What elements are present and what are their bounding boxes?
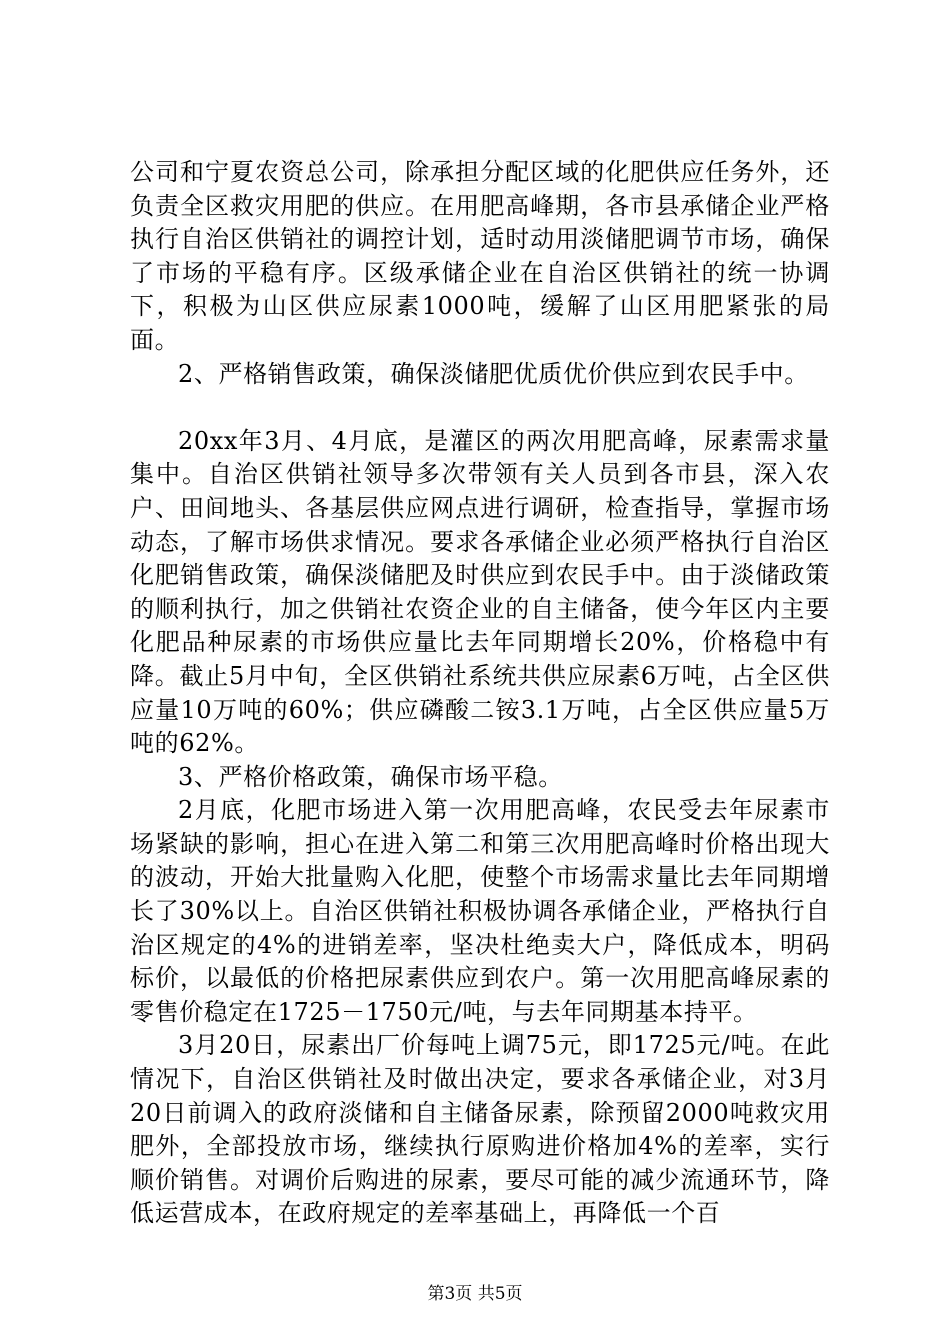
paragraph-price-policy-february: 2月底，化肥市场进入第一次用肥高峰，农民受去年尿素市场紧缺的影响，担心在进入第二和第三次用肥高峰时价格出现大的波动，开始大批量购入化肥，使整个市场需求量比去年同期增长了30%以上。自治区供销社积极协调各承储企业，严格执行自治区规定的4%的进销差率，坚决杜绝卖大户，降低成本，明码标价，以最低的价格把尿素供应到农户。第一次用肥高峰尿素的零售价稳定在1725－1750元/吨，与去年同期基本持平。 [130,796,830,1026]
paragraph-continuation: 公司和宁夏农资总公司，除承担分配区域的化肥供应任务外，还负责全区救灾用肥的供应。在用肥高峰期，各市县承储企业严格执行自治区供销社的调控计划，适时动用淡储肥调节市场，确保了市场的平稳有序。区级承储企业在自治区供销社的统一协调下，积极为山区供应尿素1000吨，缓解了山区用肥紧张的局面。 [130,158,830,354]
document-body [130,156,830,1231]
page-number-footer: 第3页 共5页 [427,1284,523,1304]
paragraph-sales-policy: 20xx年3月、4月底，是灌区的两次用肥高峰，尿素需求量集中。自治区供销社领导多次带领有关人员到各市县，深入农户、田间地头、各基层供应网点进行调研，检查指导，掌握市场动态，了解市场供求情况。要求各承储企业必须严格执行自治区化肥销售政策，确保淡储肥及时供应到农民手中。由于淡储政策的顺利执行，加之供销社农资企业的自主储备，使今年区内主要化肥品种尿素的市场供应量比去年同期增长20%，价格稳中有降。截止5月中旬，全区供销社系统共供应尿素6万吨，占全区供应量10万吨的60%；供应磷酸二铵3.1万吨，占全区供应量5万吨的62%。 [130,426,830,758]
section-heading-price-policy: 3、严格价格政策，确保市场平稳。 [178,762,563,791]
paragraph-price-policy-march: 3月20日，尿素出厂价每吨上调75元，即1725元/吨。在此情况下，自治区供销社及时做出决定，要求各承储企业，对3月20日前调入的政府淡储和自主储备尿素，除预留2000吨救灾用肥外，全部投放市场，继续执行原购进价格加4%的差率，实行顺价销售。对调价后购进的尿素，要尽可能的减少流通环节，降低运营成本，在政府规定的差率基础上，再降低一个百 [130,1031,830,1228]
section-heading-sales-policy: 2、严格销售政策，确保淡储肥优质优价供应到农民手中。 [178,359,809,388]
